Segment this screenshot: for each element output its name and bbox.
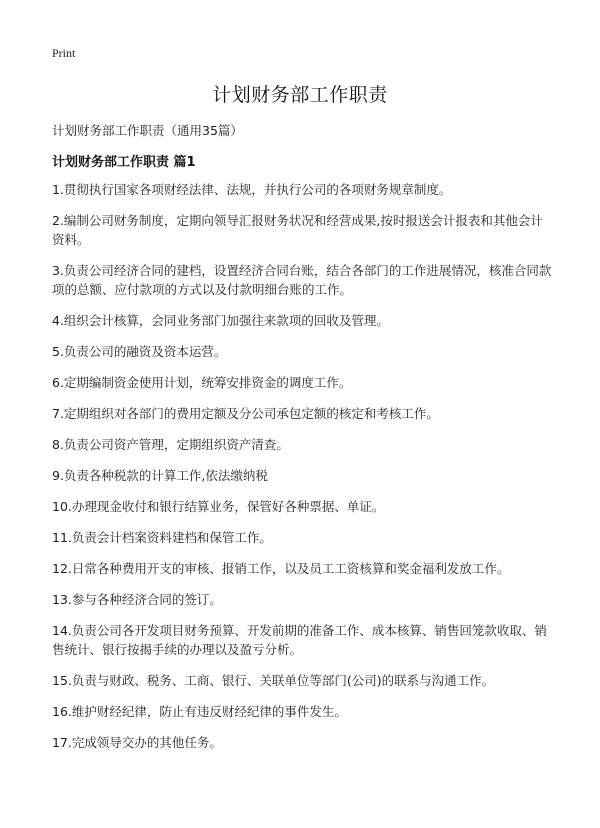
- list-item: 14.负责公司各开发项目财务预算、开发前期的准备工作、成本核算、销售回笼款收取、销售统计、银行按揭手续的办理以及盈亏分析。: [52, 623, 547, 657]
- list-item: 11.负责会计档案资料建档和保管工作。: [52, 530, 272, 545]
- document-subtitle: 计划财务部工作职责（通用35篇）: [52, 123, 243, 138]
- list-item: 15.负责与财政、税务、工商、银行、关联单位等部门(公司)的联系与沟通工作。: [52, 673, 495, 688]
- list-item: 3.负责公司经济合同的建档，设置经济合同台账，结合各部门的工作进展情况，核准合同款项的总额、应付款项的方式以及付款明细台账的工作。: [52, 263, 552, 297]
- list-item: 2.编制公司财务制度，定期向领导汇报财务状况和经营成果,按时报送会计报表和其他会计资料。: [52, 213, 543, 247]
- section-heading: 计划财务部工作职责 篇1: [52, 155, 196, 170]
- list-item: 7.定期组织对各部门的费用定额及分公司承包定额的核定和考核工作。: [52, 406, 439, 421]
- list-item: 17.完成领导交办的其他任务。: [52, 735, 222, 750]
- list-item: 6.定期编制资金使用计划，统筹安排资金的调度工作。: [52, 375, 352, 390]
- print-link[interactable]: Print: [52, 46, 76, 60]
- list-item: 5.负责公司的融资及资本运营。: [52, 344, 227, 359]
- list-item: 16.维护财经纪律，防止有违反财经纪律的事件发生。: [52, 704, 347, 719]
- list-item: 13.参与各种经济合同的签订。: [52, 592, 222, 607]
- duties-list: [52, 180, 552, 764]
- list-item: 8.负责公司资产管理，定期组织资产清查。: [52, 437, 289, 452]
- list-item: 12.日常各种费用开支的审核、报销工作，以及员工工资核算和奖金福利发放工作。: [52, 561, 510, 576]
- list-item: 9.负责各种税款的计算工作,依法缴纳税: [52, 468, 268, 483]
- list-item: 1.贯彻执行国家各项财经法律、法规，并执行公司的各项财务规章制度。: [52, 182, 452, 197]
- list-item: 10.办理现金收付和银行结算业务，保管好各种票据、单证。: [52, 499, 385, 514]
- list-item: 4.组织会计核算，会同业务部门加强往来款项的回收及管理。: [52, 313, 389, 328]
- page-title: 计划财务部工作职责: [212, 84, 388, 106]
